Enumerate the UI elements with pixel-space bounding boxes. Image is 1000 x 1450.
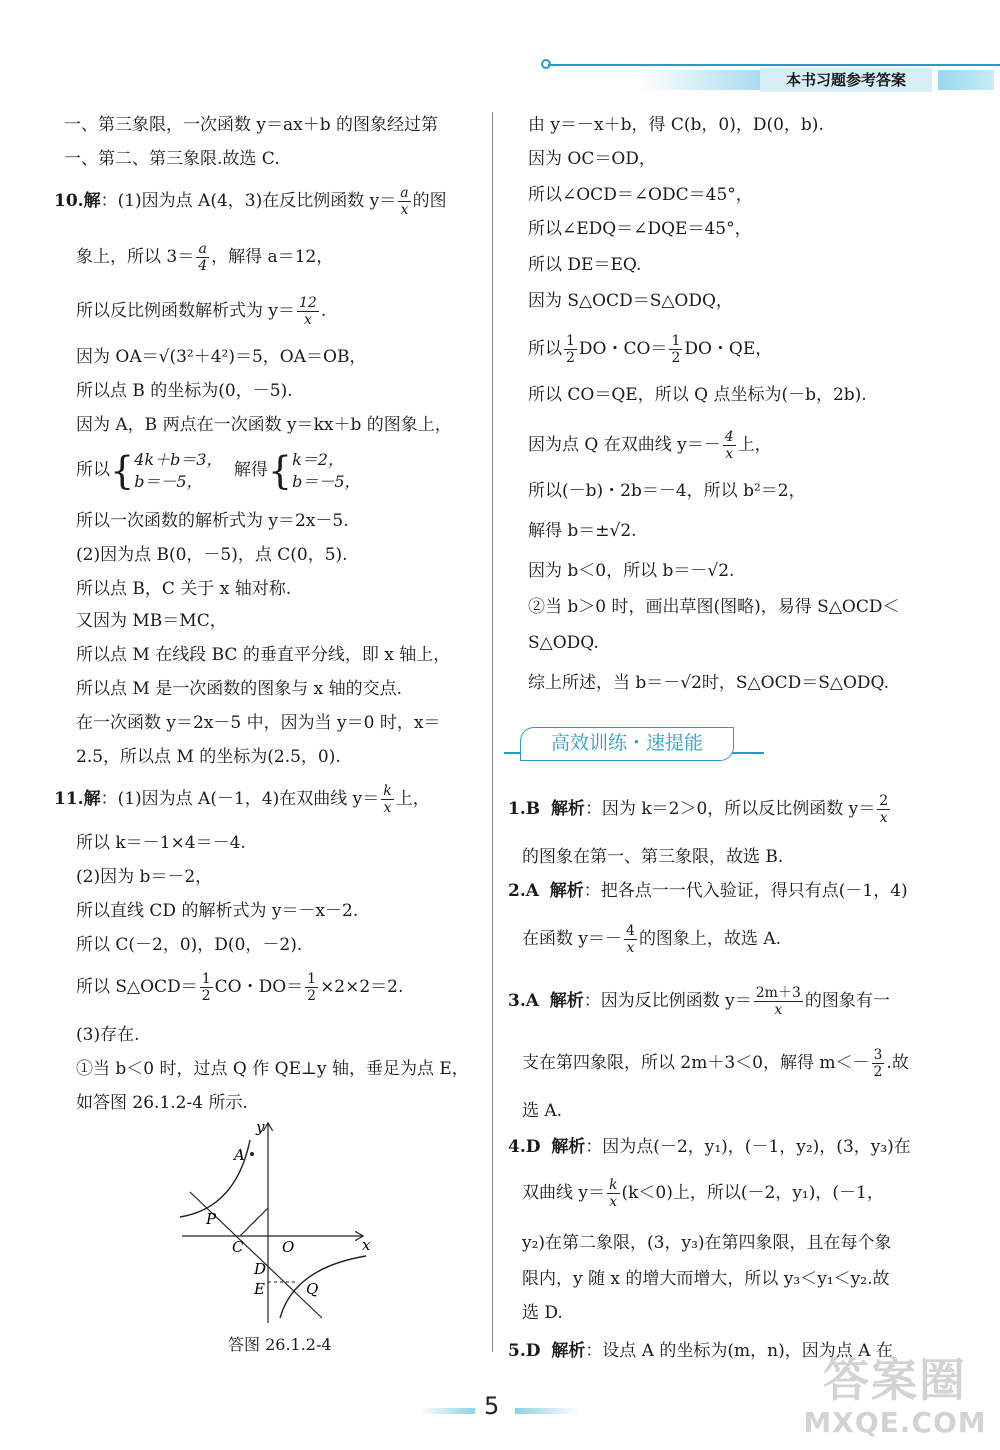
fraction: $\frac{2}{x}$ xyxy=(879,793,889,826)
text-line: 所以 $\frac{1}{2}$ DO・CO＝ $\frac{1}{2}$ DO・QE， xyxy=(528,333,773,366)
text-line: 综上所述，当 b＝－√2时，S△OCD＝S△ODQ. xyxy=(528,673,890,693)
fraction: $\frac{k}{x}$ xyxy=(383,783,392,816)
text-line: 所以 k＝－1×4＝－4. xyxy=(76,833,246,853)
answer-item: 1.B 解析：因为 k＝2＞0，所以反比例函数 y＝ $\frac{2}{x}$ xyxy=(508,793,889,826)
line-pq xyxy=(240,1208,268,1236)
text-line: 因为 A，B 两点在一次函数 y＝kx＋b 的图象上， xyxy=(76,415,452,435)
text-line: 选 A. xyxy=(522,1101,563,1121)
equation-system: 所以{ 4k＋b＝3， b＝－5， 解得{ k＝2， b＝－5， xyxy=(76,448,361,493)
watermark-logo-text: 答案圈 xyxy=(823,1353,967,1407)
fraction: $\frac{4}{x}$ xyxy=(724,429,734,462)
answer-item: 5.D 解析：设点 A 的坐标为(m，n)，因为点 A 在 xyxy=(508,1341,893,1361)
fraction: $\frac{1}{2}$ xyxy=(566,333,575,366)
label-e: E xyxy=(254,1280,265,1298)
question-label: 11.解 xyxy=(54,789,101,809)
figure-caption: 答图 26.1.2-4 xyxy=(228,1335,332,1354)
text-line: 在函数 y＝－ $\frac{4}{x}$ 的图象上，故选 A. xyxy=(522,923,782,956)
text-line: (3)存在. xyxy=(76,1025,140,1045)
header-fade xyxy=(640,70,760,90)
fraction: $\frac{3}{2}$ xyxy=(873,1047,883,1080)
text-line: 所以 CO＝QE，所以 Q 点坐标为(－b，2b). xyxy=(528,385,867,405)
text: 的图 xyxy=(412,191,447,211)
text-line: 所以 S△OCD＝ $\frac{1}{2}$ CO・DO＝ $\frac{1}{2}$ ×2×2＝2. xyxy=(76,971,404,1004)
text-line: 所以(－b)・2b＝－4，所以 b²＝2， xyxy=(528,481,806,501)
fraction: $\frac{k}{x}$ xyxy=(609,1177,618,1210)
fraction: $\frac{2m+3}{x}$ xyxy=(755,985,801,1018)
text-line: ①当 b＜0 时，过点 Q 作 QE⊥y 轴，垂足为点 E， xyxy=(76,1059,469,1079)
header-end-bar xyxy=(938,70,994,90)
text-line: 因为 OC＝OD， xyxy=(528,149,656,169)
fraction: $\frac{4}{x}$ xyxy=(626,923,635,956)
label-p: P xyxy=(206,1210,217,1228)
text-line: 如答图 26.1.2-4 所示. xyxy=(76,1093,248,1113)
text: ：(1)因为点 A(－1，4)在双曲线 y＝ xyxy=(100,789,380,809)
text-line: 所以 C(－2，0)，D(0，－2). xyxy=(76,935,303,955)
text-line: 又因为 MB＝MC， xyxy=(76,611,227,631)
text-line: 因为 OA＝√(3²＋4²)＝5，OA＝OB， xyxy=(76,347,367,367)
axis-label-y: y xyxy=(256,1118,265,1136)
text-line: 限内，y 随 x 的增大而增大，所以 y₃＜y₁＜y₂.故 xyxy=(522,1269,890,1289)
section-title: 高效训练・速提能 xyxy=(520,727,734,761)
axis-label-x: x xyxy=(362,1236,371,1254)
text-line: 的图象在第一、第三象限，故选 B. xyxy=(522,847,784,867)
text-line: 象上，所以 3＝ $\frac{a}{4}$ ，解得 a＝12， xyxy=(76,241,334,274)
watermark-url: MXQE.COM xyxy=(803,1406,987,1439)
text-line: 所以 DE＝EQ. xyxy=(528,255,642,275)
text-line: 所以∠OCD＝∠ODC＝45°， xyxy=(528,185,753,205)
page-number: 5 xyxy=(484,1392,500,1420)
text-line: 一、第三象限，一次函数 y＝ax＋b 的图象经过第 xyxy=(64,115,439,135)
text-line: ②当 b＞0 时，画出草图(图略)，易得 S△OCD＜ xyxy=(528,597,900,617)
watermark xyxy=(795,1352,995,1448)
text-line: 所以直线 CD 的解析式为 y＝－x－2. xyxy=(76,901,359,921)
text-line: 所以点 M 是一次函数的图象与 x 轴的交点. xyxy=(76,679,403,699)
question-10 xyxy=(54,184,447,218)
text-line: 由 y＝－x＋b，得 C(b，0)，D(0，b). xyxy=(528,115,824,135)
text-line: (2)因为点 B(0，－5)，点 C(0，5). xyxy=(76,545,348,565)
text-line: 因为 S△OCD＝S△ODQ， xyxy=(528,291,733,311)
text-line: 双曲线 y＝ $\frac{k}{x}$ (k＜0)上，所以(－2，y₁)，(－1， xyxy=(522,1177,884,1210)
text-line: (2)因为 b＝－2， xyxy=(76,867,213,887)
header-title: 本书习题参考答案 xyxy=(760,68,932,92)
label-o: O xyxy=(282,1238,295,1256)
text-line: 解得 b＝±√2. xyxy=(528,521,637,541)
fraction: $\frac{a}{x}$ xyxy=(400,185,409,218)
text-line: 所以反比例函数解析式为 y＝ $\frac{12}{x}$ . xyxy=(76,295,327,328)
text-line: 在一次函数 y＝2x－5 中，因为当 y＝0 时，x＝ xyxy=(76,713,441,733)
column-divider xyxy=(492,112,493,1352)
page-deco-right xyxy=(515,1408,580,1414)
text-line: 支在第四象限，所以 2m＋3＜0，解得 m＜－ $\frac{3}{2}$ .故 xyxy=(522,1047,909,1080)
answer-item: 2.A 解析：把各点一一代入验证，得只有点(－1，4) xyxy=(508,881,908,901)
answer-item: 4.D 解析：因为点(－2，y₁)，(－1，y₂)，(3，y₃)在 xyxy=(508,1137,911,1157)
question-11 xyxy=(54,782,430,816)
fraction: $\frac{1}{2}$ xyxy=(307,971,317,1004)
answer-item: 3.A 解析：因为反比例函数 y＝ $\frac{2m+3}{x}$ 的图象有一 xyxy=(508,985,890,1018)
hyperbola-figure xyxy=(176,1118,386,1328)
point-a xyxy=(250,1152,254,1156)
question-label: 10.解 xyxy=(54,191,101,211)
text-line: 所以点 B，C 关于 x 轴对称. xyxy=(76,579,292,599)
text-line: 因为 b＜0，所以 b＝－√2. xyxy=(528,561,735,581)
label-d: D xyxy=(254,1260,267,1278)
text-line: 因为点 Q 在双曲线 y＝－ $\frac{4}{x}$ 上， xyxy=(528,429,772,462)
fraction: $\frac{1}{2}$ xyxy=(201,971,211,1004)
fraction: $\frac{a}{4}$ xyxy=(198,241,208,274)
header-rule xyxy=(548,64,1000,66)
text: ：(1)因为点 A(4，3)在反比例函数 y＝ xyxy=(100,191,397,211)
text-line: 选 D. xyxy=(522,1303,563,1323)
text-line: 所以∠EDQ＝∠DQE＝45°， xyxy=(528,219,752,239)
text-line: 2.5，所以点 M 的坐标为(2.5，0). xyxy=(76,747,341,767)
text-line: S△ODQ. xyxy=(528,633,599,653)
text-line: 所以点 B 的坐标为(0，－5). xyxy=(76,381,293,401)
text-line: 所以一次函数的解析式为 y＝2x－5. xyxy=(76,511,349,531)
label-c: C xyxy=(232,1238,244,1256)
label-q: Q xyxy=(306,1280,319,1298)
text-line: 所以点 M 在线段 BC 的垂直平分线，即 x 轴上， xyxy=(76,645,451,665)
hyperbola-branch-lower xyxy=(280,1256,366,1318)
text-line: y₂)在第二象限，(3，y₃)在第四象限，且在每个象 xyxy=(522,1233,892,1253)
page-deco-left xyxy=(420,1408,475,1414)
text: 上， xyxy=(395,789,430,809)
label-a: A xyxy=(234,1146,245,1164)
fraction: $\frac{1}{2}$ xyxy=(671,333,681,366)
text-line: 一、第二、第三象限.故选 C. xyxy=(64,149,280,169)
fraction: $\frac{12}{x}$ xyxy=(299,295,317,328)
